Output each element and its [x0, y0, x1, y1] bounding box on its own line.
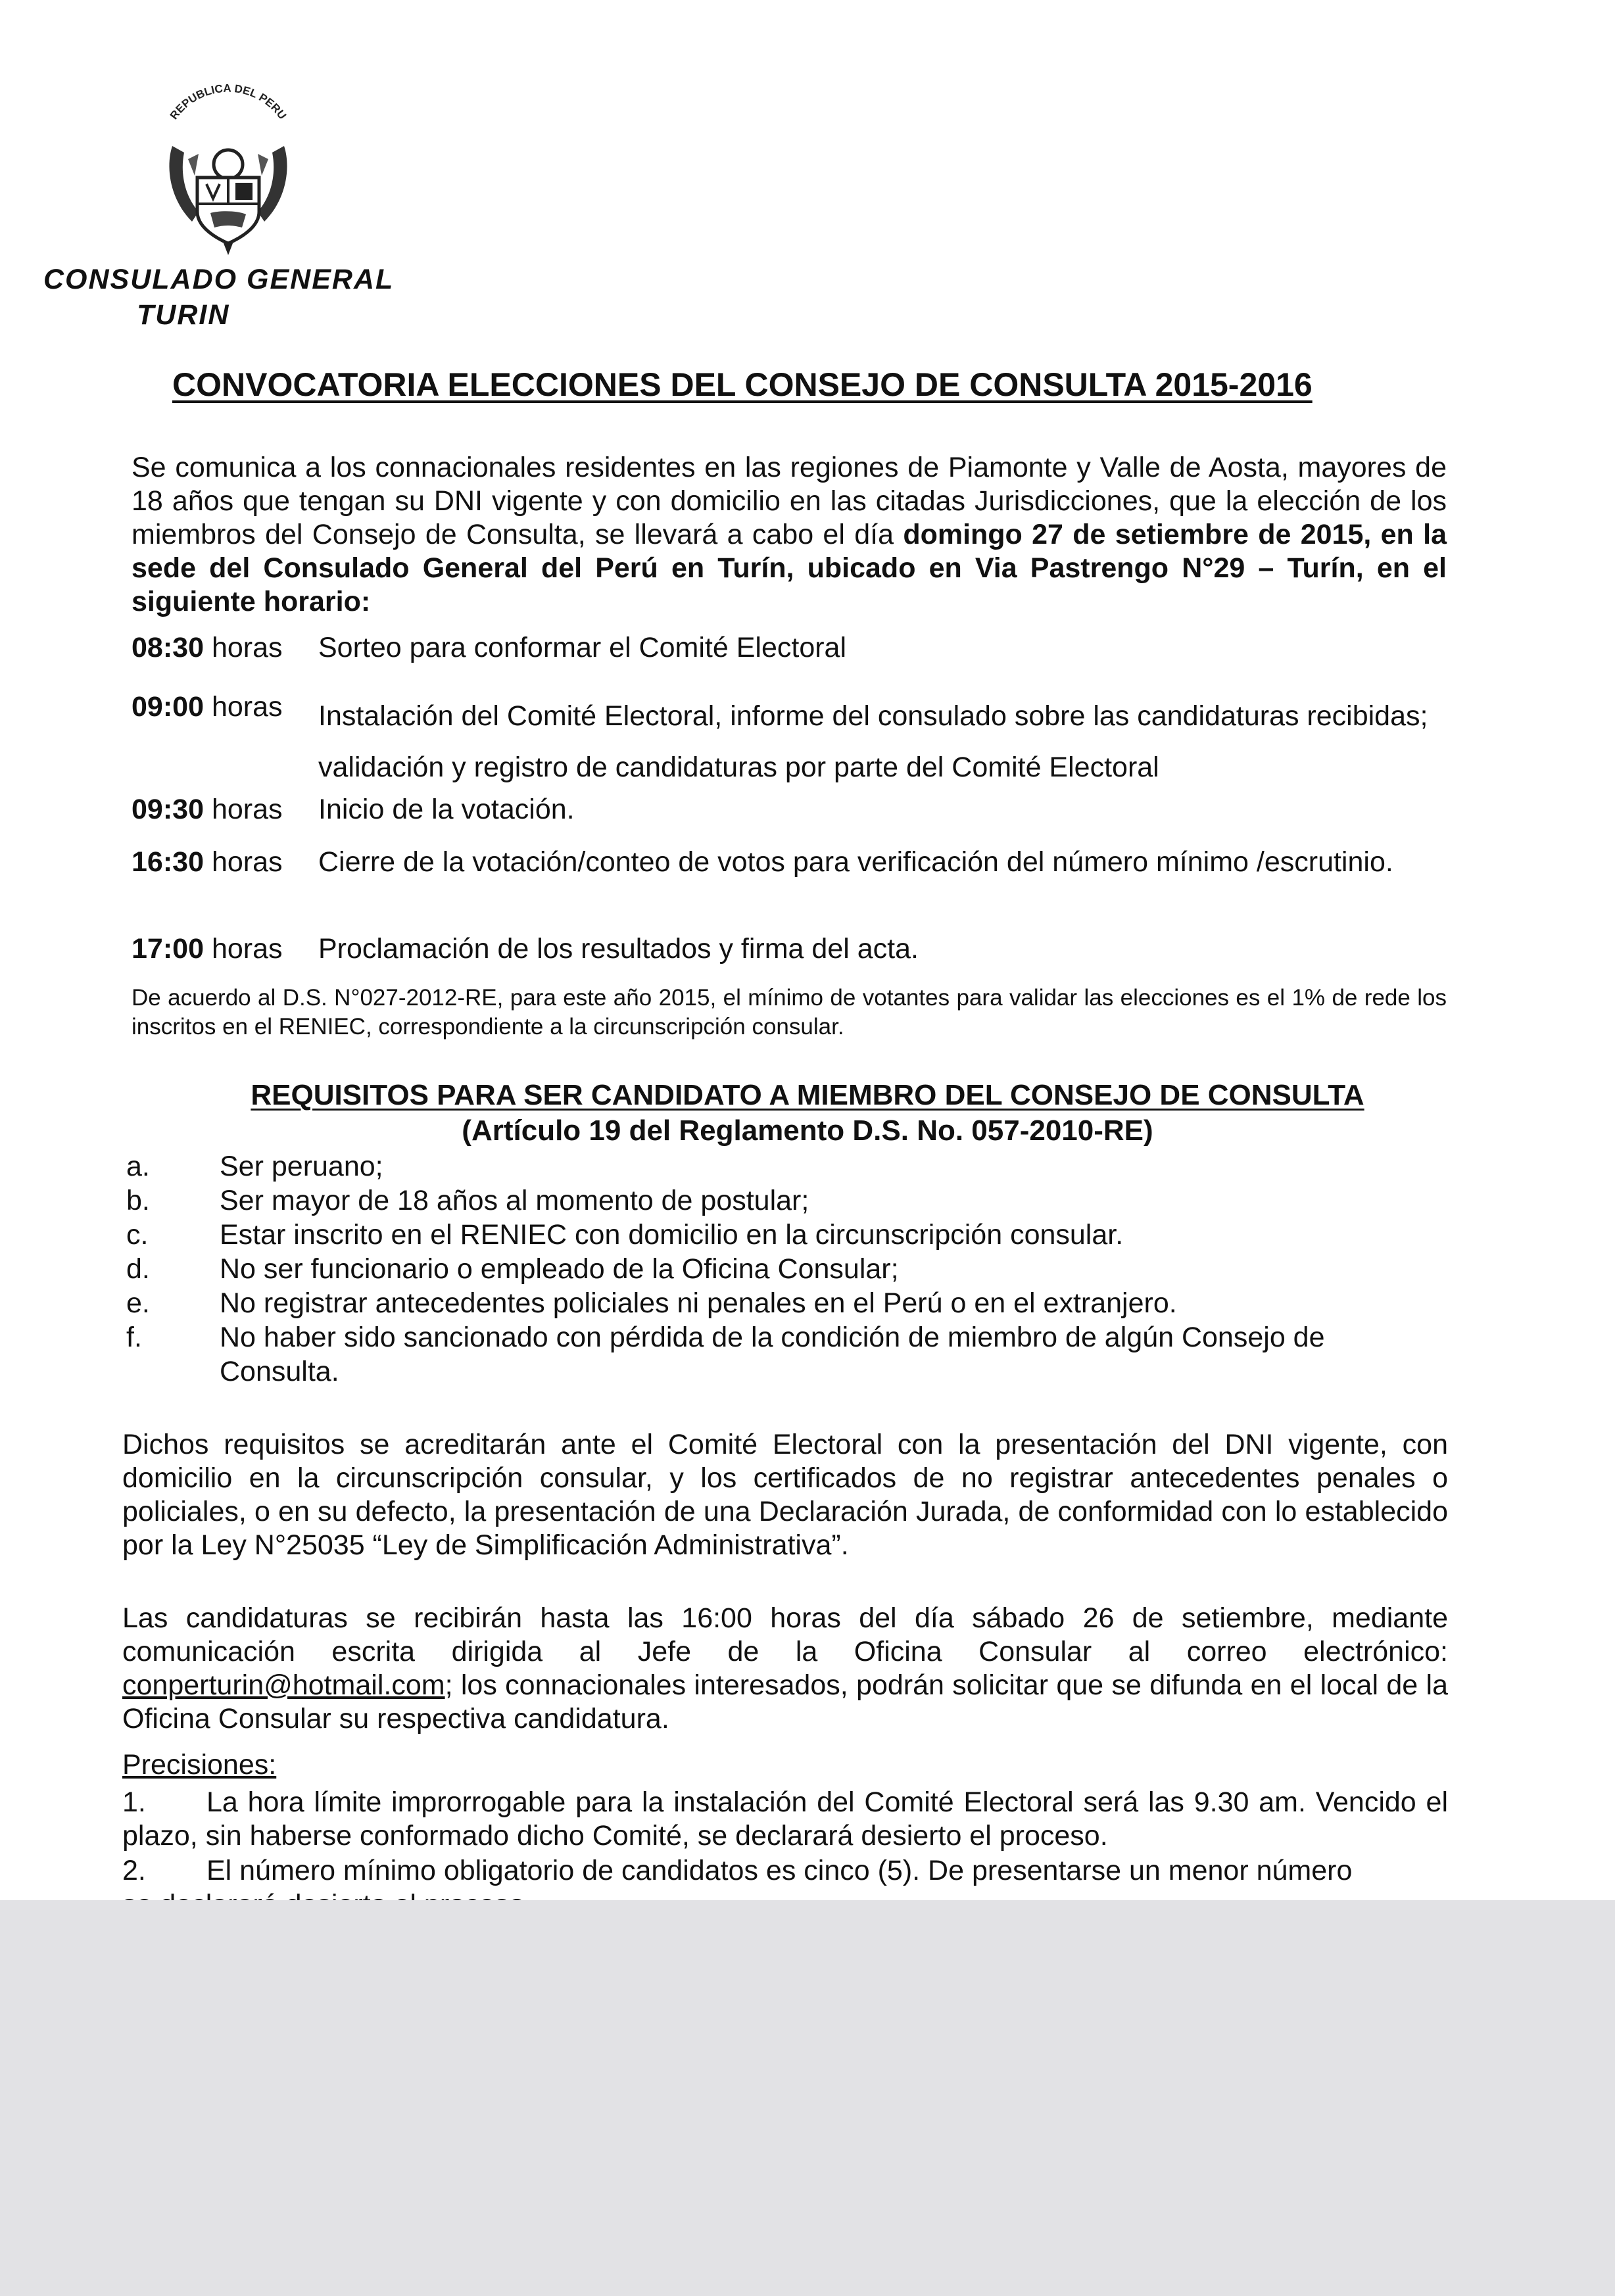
- requirements-list: [126, 1149, 1448, 1389]
- schedule-time: 08:30: [132, 632, 204, 663]
- schedule-desc: Instalación del Comité Electoral, informe del consulado sobre las candidaturas recibidas; validación y registro de candidaturas por parte del Comité Electoral: [318, 700, 1428, 783]
- list-item-text: No haber sido sancionado con pérdida de la condición de miembro de algún Consejo de Consulta.: [220, 1322, 1325, 1387]
- schedule-time: 16:30: [132, 846, 204, 878]
- precision-cut-line: [122, 1888, 533, 1900]
- intro-bold-text: domingo 27 de setiembre de 2015, en la sede del Consulado General del Perú en Turín, ubicado en Via Pastrengo N°29 – Turín, en el siguiente horario:: [132, 519, 1447, 617]
- list-item: [126, 1184, 1448, 1218]
- email-link[interactable]: conperturin@hotmail.com: [122, 1669, 445, 1701]
- precision-number: 2.: [122, 1855, 146, 1886]
- requirements-accreditation-paragraph: Dichos requisitos se acreditarán ante el Comité Electoral con la presentación del DNI vigente, con domicilio en la circunscripción consular, y los certificados de no registrar antecedentes penales o policiales, o en su defecto, la presentación de una Declaración Jurada, de conformidad con lo establecido por la Ley N°25035 “Ley de Simplificación Administrativa”.: [122, 1429, 1448, 1561]
- decree-note: De acuerdo al D.S. N°027-2012-RE, para este año 2015, el mínimo de votantes para validar las elecciones es el 1% de rede los inscritos en el RENIEC, correspondiente a la circunscripción consular.: [132, 985, 1447, 1040]
- list-item: [126, 1286, 1448, 1320]
- list-item: [126, 1252, 1448, 1286]
- precision-number: 1.: [122, 1786, 146, 1818]
- precision-text: El número mínimo obligatorio de candidatos es cinco (5). De presentarse un menor número: [206, 1855, 1353, 1886]
- list-item-text: No ser funcionario o empleado de la Oficina Consular;: [220, 1253, 899, 1285]
- schedule-unit: horas: [211, 691, 283, 723]
- schedule-unit: horas: [211, 632, 283, 663]
- schedule-unit: horas: [211, 794, 283, 825]
- candidacy-paragraph: [122, 1602, 1448, 1736]
- schedule-desc: Proclamación de los resultados y firma del acta.: [318, 933, 919, 965]
- candidacy-text: Las candidaturas se recibirán hasta las 16:00 horas del día sábado 26 de setiembre, mediante comunicación escrita dirigida al Jefe de la Oficina Consular al correo electrónico:: [122, 1602, 1448, 1667]
- candidacy-text-after: ; los connacionales interesados, podrán solicitar que se difunda en el local de la Oficina Consular su respectiva candidatura.: [122, 1669, 1448, 1734]
- seal-arc-text: REPUBLICA DEL PERU: [167, 82, 289, 122]
- precision-text: La hora límite improrrogable para la instalación del Comité Electoral será las 9.30 am. Vencido el plazo, sin haberse conformado dicho Comité, se declarará desierto el proceso.: [122, 1786, 1448, 1852]
- list-item-letter: a.: [126, 1151, 150, 1182]
- requirements-subtitle: (Artículo 19 del Reglamento D.S. No. 057-2010-RE): [462, 1114, 1153, 1147]
- schedule-time: 09:30: [132, 794, 204, 825]
- schedule-time: 17:00: [132, 933, 204, 965]
- list-item: [126, 1149, 1448, 1184]
- consulate-name: CONSULADO GENERAL: [43, 264, 395, 295]
- blank-bottom-area: [0, 1900, 1615, 2296]
- list-item-letter: e.: [126, 1287, 150, 1319]
- peru-coat-of-arms-icon: [153, 60, 304, 258]
- list-item-text: No registrar antecedentes policiales ni penales en el Perú o en el extranjero.: [220, 1287, 1177, 1319]
- schedule-time: 09:00: [132, 691, 204, 723]
- list-item-letter: b.: [126, 1185, 150, 1216]
- list-item-letter: d.: [126, 1253, 150, 1285]
- schedule-desc: Inicio de la votación.: [318, 794, 575, 825]
- schedule-unit: horas: [211, 846, 283, 878]
- list-item-text: Estar inscrito en el RENIEC con domicilio en la circunscripción consular.: [220, 1219, 1124, 1251]
- svg-text:REPUBLICA DEL PERU: [168, 82, 289, 122]
- page-title: CONVOCATORIA ELECCIONES DEL CONSEJO DE CONSULTA 2015-2016: [172, 366, 1313, 403]
- list-item-letter: f.: [126, 1322, 142, 1353]
- schedule-desc: Cierre de la votación/conteo de votos para verificación del número mínimo /escrutinio.: [318, 846, 1393, 878]
- schedule-unit: horas: [211, 933, 283, 965]
- precisiones-heading: Precisiones:: [122, 1749, 277, 1781]
- precision-item: [122, 1786, 1448, 1853]
- list-item-text: Ser peruano;: [220, 1151, 383, 1182]
- consulate-header: [43, 262, 394, 333]
- schedule-desc: Sorteo para conformar el Comité Electoral: [318, 632, 847, 663]
- list-item-text: Ser mayor de 18 años al momento de postular;: [220, 1185, 809, 1216]
- precision-item: [122, 1854, 1448, 1888]
- requirements-title: REQUISITOS PARA SER CANDIDATO A MIEMBRO DEL CONSEJO DE CONSULTA: [251, 1079, 1364, 1111]
- intro-paragraph: [132, 451, 1447, 619]
- intro-text: Se comunica a los connacionales residentes en las regiones de Piamonte y Valle de Aosta, mayores de 18 años que tengan su DNI vigente y con domicilio en las citadas Jurisdicciones, que la elección de los miembros del Consejo de Consulta, se llevará a cabo el día: [132, 452, 1447, 550]
- list-item: [126, 1320, 1448, 1389]
- list-item: [126, 1218, 1448, 1252]
- consulate-city: TURIN: [137, 299, 230, 331]
- list-item-letter: c.: [126, 1219, 149, 1251]
